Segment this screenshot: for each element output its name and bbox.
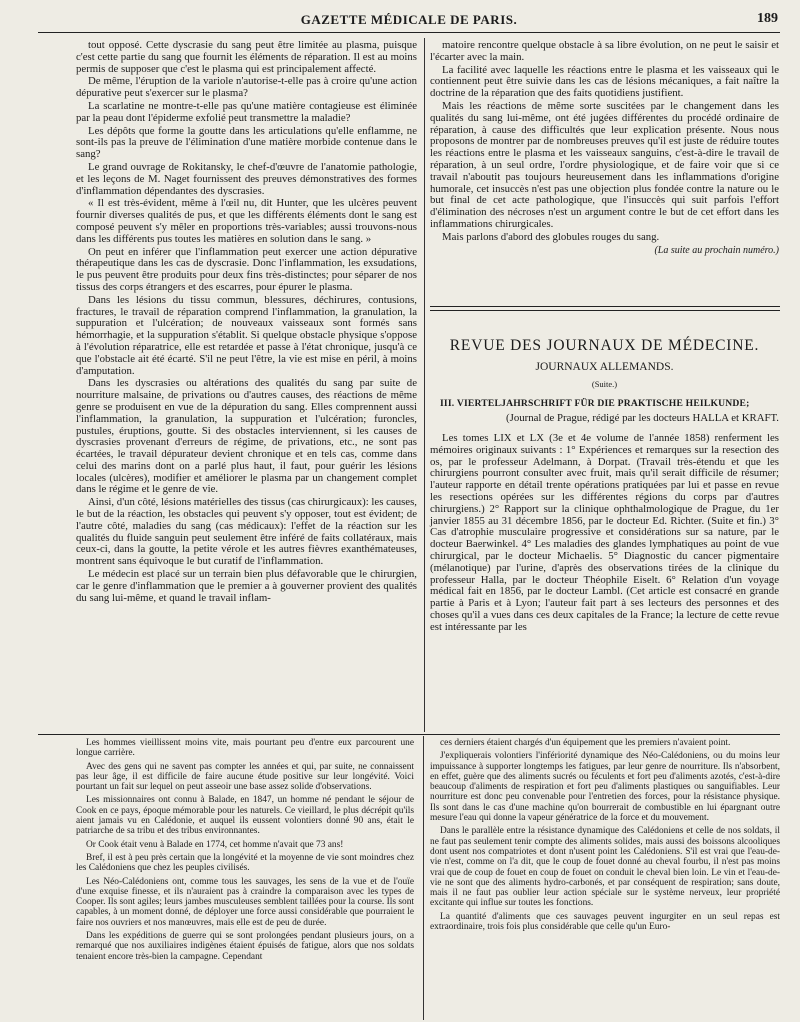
left-column bbox=[76, 40, 417, 730]
column-divider bbox=[423, 736, 424, 1020]
paragraph: Mais parlons d'abord des globules rouges du sang. bbox=[442, 230, 660, 243]
paragraph: Dans le parallèle entre la résistance dynamique des Calédoniens et celle de nos soldats, il ne faut pas seulement tenir compte des aliments solides, mais aussi des boissons alcooliques dont usent nos compatriotes et dont n'usent point les Calédoniens. S'il est vrai que l'eau-de-vie n'est, comme on l'a dit, que le coup de fouet donné au cheval fourbu, il n'est pas moins vrai que de coup de fouet en coup de fouet on conduit le cheval bien loin. Le vin et l'eau-de-vie ne sont que des aliments hydro-carbonés, et par conséquent de respiration; sans doute, mais il ne faut pas oublier leur action spéciale sur le système nerveux, leur propriété excitante qui influe sur toutes les fonctions. bbox=[430, 826, 780, 909]
review-text: Les tomes LIX et LX (3e et 4e volume de l'année 1858) renferment les mémoires originaux suivants : 1° Expériences et remarques sur la resection des os, par le professeur Adelmann, à Dorpat. (Travail très-étendu et que les chirurgiens pourront consulter avec fruit, mais qu'il serait difficile de résumer; l'auteur rapporte en détail trente opérations pratiquées par lui et passe en revue les resections opérées sur les différentes régions du corps par d'autres chirurgiens.) 2° Rapport sur la clinique ophthalmologique de Prague, du 1er janvier 1855 au 31 décembre 1856, par le docteur Ed. Richter. (Suite et fin.) 3° Cas d'atrophie musculaire progressive et considérations sur sa nature, par le docteur Baerwinkel. 4° Les maladies des glandes lymphatiques au point de vue chirurgical, par le docteur Michaelis. 5° Diagnostic du cancer pigmentaire (mélanotique) par l'urine, d'après des observations tirées de la clinique du professeur Halla, par le docteur Théophile Eiselt. 6° Relation d'un voyage médical fait en 1856, par le docteur Lambl. (Cet article est consacré en grande partie à Paris et à Lyon; l'auteur fait part à ses lecteurs des personnes et des choses qu'il a vues dans ces deux capitales de la France; la lecture de cette revue est intéressante par les bbox=[430, 431, 779, 633]
paragraph: Or Cook était venu à Balade en 1774, cet homme n'avait que 73 ans! bbox=[86, 839, 344, 850]
paragraph: matoire rencontre quelque obstacle à sa libre évolution, on ne peut le saisir et l'écarter avec la main. bbox=[430, 40, 779, 63]
paragraph: Dans les expéditions de guerre qui se sont prolongées pendant plusieurs jours, on a remarqué que nos auxiliaires indigènes étaient épuisés de fatigue, alors que nos soldats tenaient encore très-bien la campagne. Cependant bbox=[76, 931, 414, 962]
paragraph: Le médecin est placé sur un terrain bien plus défavorable que le chirurgien, car le genre d'inflammation que le premier a à gouverner provient des qualités du sang lui-même, et quand le travail inflam- bbox=[76, 568, 417, 604]
paragraph: « Il est très-évident, même à l'œil nu, dit Hunter, que les ulcères peuvent fournir diverses qualités de pus, et que les différents éléments dont le sang est composé peuvent s'y mêler en proportions très-variables; aussi trouvons-nous dans les différents pus toutes les matières en solution dans le sang. » bbox=[76, 197, 417, 245]
review-suite: (Suite.) bbox=[591, 378, 618, 389]
paragraph: Ainsi, d'un côté, lésions matérielles des tissus (cas chirurgicaux): les causes, le but de la réaction, les obstacles qui peuvent s'y opposer, tout est évident; de l'autre côté, maladies du sang (cas médicaux): l'effet de la réaction sur les qualités du fluide sanguin peut seulement être inféré de faits collatéraux, mais ceux-ci, dans la goutte, la petite vérole et les autres fièvres exanthémateuses, montrent sans équivoque le but curatif de l'inflammation. bbox=[76, 496, 417, 568]
paragraph: Les dépôts que forme la goutte dans les articulations qu'elle enflamme, ne sont-ils pas la preuve de l'élimination d'une matière morbide contenue dans le sang? bbox=[76, 124, 417, 161]
paragraph: Dans les lésions du tissu commun, blessures, déchirures, contusions, fractures, le travail de réparation comprend l'inflammation, la granulation, la suppuration et l'ulcération; de nouveaux vaisseaux sont formés sans hémorrhagie, et la suppuration s'établit. Si quelque obstacle physique s'oppose à l'évolution réparatrice, elle est retardée et passe à l'état chronique, jusqu'à ce que l'obstacle ait été écarté. S'il ne peut l'être, la vie est mise en péril, à moins d'amputation. bbox=[76, 293, 417, 377]
paragraph: ces derniers étaient chargés d'un équipement que les premiers n'avaient point. bbox=[440, 738, 731, 748]
section-divider bbox=[430, 306, 780, 311]
paragraph: De même, l'éruption de la variole n'autorise-t-elle pas à croire qu'une action dépurative peut s'exercer sur le plasma? bbox=[76, 75, 417, 100]
paragraph: Avec des gens qui ne savent pas compter les années et qui, par suite, ne connaissent pas leur âge, il est difficile de faire aucune étude positive sur leur longévité. Voici pourtant un fait sur lequel on peut asseoir une base assez solide d'observations. bbox=[76, 761, 414, 793]
paragraph: Les missionnaires ont connu à Balade, en 1847, un homme né pendant le séjour de Cook en ce pays, époque mémorable pour les naturels. Ce vieillard, le plus décrépit qu'ils aient jamais vu en Calédonie, et auquel ils eussent volontiers donné 90 ans, était le patriarche de sa tribu et des tribus environnantes. bbox=[76, 795, 414, 837]
paragraph: La facilité avec laquelle les réactions entre le plasma et les vaisseaux qui le contiennent peut être suivie dans les cas de lésions mécaniques, a fait naître la doctrine de la réparation que des faits quotidiens justifient. bbox=[430, 63, 779, 100]
column-divider bbox=[424, 38, 425, 732]
review-subtitle: JOURNAUX ALLEMANDS. bbox=[535, 360, 674, 373]
review-title: REVUE DES JOURNAUX DE MÉDECINE. bbox=[449, 337, 760, 354]
paragraph: tout opposé. Cette dyscrasie du sang peut être limitée au plasma, puisque c'est cette partie du sang que fournit les éléments de réparation. Il est au moins permis de supposer que c'est le plasma qui est principalement affecté. bbox=[76, 40, 417, 75]
review-section-heading: III. VIERTELJAHRSCHRIFT FÜR DIE PRAKTISCHE HEILKUNDE; bbox=[440, 398, 750, 410]
review-journal: (Journal de Prague, rédigé par les docteurs HALLA et KRAFT. bbox=[506, 412, 779, 425]
bottom-left-column bbox=[76, 738, 414, 1018]
paragraph: La scarlatine ne montre-t-elle pas qu'une matière contagieuse est éliminée par la peau dont l'épiderme exfolié peut transmettre la maladie? bbox=[76, 99, 417, 124]
bottom-right-column bbox=[430, 738, 780, 1018]
right-column bbox=[430, 40, 779, 298]
paragraph: Le grand ouvrage de Rokitansky, le chef-d'œuvre de l'anatomie pathologie, et les leçons de M. Naget fournissent des preuves démonstratives des formes d'inflammation dépendantes des dyscrasies. bbox=[76, 160, 417, 197]
review-section bbox=[430, 330, 779, 730]
page-divider bbox=[38, 734, 780, 735]
page-number: 189 bbox=[757, 11, 778, 26]
paragraph: Les Néo-Calédoniens ont, comme tous les sauvages, les sens de la vue et de l'ouïe d'une exquise finesse, et ils n'auraient pas à craindre la comparaison avec les types de Cooper. Ils sont agiles; leurs jambes musculeuses semblent taillées pour la course. Ils sont capables, à un moment donné, de déployer une force aussi considérable que pourraient le faire nos ouvriers et nos manœuvres, mais elle est de peu de durée. bbox=[76, 876, 414, 928]
page-header bbox=[38, 8, 780, 33]
paragraph: Dans les dyscrasies ou altérations des qualités du sang par suite de nourriture malsaine, de privations ou d'autres causes, des réactions de même genre se produisent en vue de la dépuration du sang. Elles comprennent aussi l'inflammation, la granulation, la suppuration et l'ulcération; furoncles, pustules, éruptions, goutte. Si des obstacles interviennent, si les causes de dyscrasies provenant d'erreurs de régime, de privations, etc., ne sont pas écartées, le travail dépurateur devient chronique et en tels cas, comme dans celui des marins dont on a parlé plus haut, il faut, pour guérir les lésions locales (ulcères), modifier et améliorer le plasma par un changement complet dans le régime et le genre de vie. bbox=[76, 377, 417, 496]
page-title: GAZETTE MÉDICALE DE PARIS. bbox=[300, 12, 518, 27]
paragraph: Les hommes vieillissent moins vite, mais pourtant peu d'entre eux parcourent une longue carrière. bbox=[76, 738, 414, 759]
paragraph: Bref, il est à peu près certain que la longévité et la moyenne de vie sont moindres chez les Calédoniens que chez les peuples civilisés. bbox=[76, 852, 414, 874]
paragraph: Mais les réactions de même sorte suscitées par le changement dans les qualités du sang lui-même, ont été jugées différentes du procédé ordinaire de réparation, à cause des difficultés que leur explication présente. Nous nous proposons de montrer par de nombreuses preuves qu'il est juste de réduire toutes les réactions entre le plasma et les vaisseaux sanguins, c'est-à-dire le travail de réparation, à un seul ordre, l'ordre physiologique, et de faire voir que si ce travail n'aboutit pas toujours heureusement dans les inflammations d'origine humorale, cet insuccès n'est pas une objection plus fondée contre la nature ou le but final de cet acte pathologique, que l'insuccès qui suit parfois l'effort d'élimination des nécroses n'est un argument contre le but de cet effort dans les inflammations chirurgicales. bbox=[430, 99, 779, 230]
paragraph: La quantité d'aliments que ces sauvages peuvent ingurgiter en un seul repas est extraordinaire, trois fois plus considérable que celle qu'un Euro- bbox=[430, 911, 780, 933]
continued-note: (La suite au prochain numéro.) bbox=[654, 244, 779, 256]
paragraph: On peut en inférer que l'inflammation peut exercer une action dépurative thérapeutique dans les cas de dyscrasie. Donc l'inflammation, les exsudations, le pus peuvent être produits pour deux fins très-distinctes; pour séparer de nos tissus des corps étrangers et des escarres, pour épurer le plasma. bbox=[76, 245, 417, 293]
paragraph: J'expliquerais volontiers l'infériorité dynamique des Néo-Calédoniens, ou du moins leur impuissance à supporter longtemps les fatigues, par leur genre de nourriture. Ils n'absorbent, en effet, guère que des aliments sucrés ou féculents et fort peu d'aliments azotés, c'est-à-dire beaucoup d'aliments de respiration et fort peu d'aliments plastiques ou sanguifiables. Leur nourriture est donc peu convenable pour l'entretien des forces, pour la résistance physique. Ils sont dans le cas d'une machine qu'on bourrerait de combustible en lui épargnant outre mesure l'eau qui donne la vapeur génératrice de la force et du mouvement. bbox=[430, 751, 780, 824]
